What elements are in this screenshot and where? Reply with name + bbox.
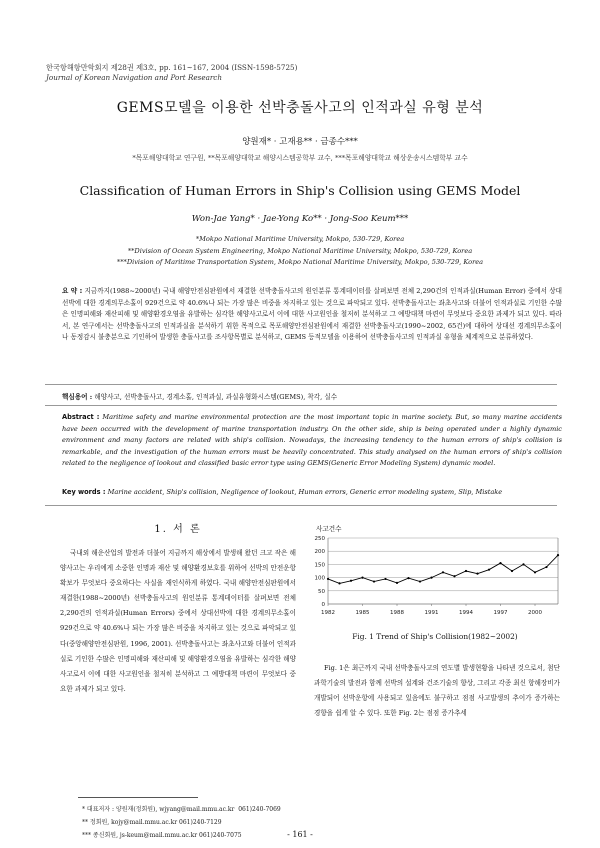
abstract-english-label: Abstract : xyxy=(62,413,100,421)
paragraph: 국내외 해운산업의 발전과 더불어 지금까지 해상에서 발생해 왔던 크고 작은 해양사고는 우리에게 소중한 인명과 재산 및 해양환경보호를 위하여 선박의 안전운항확보가 무엇보다 중요하다는 사실을 재인식하게 하였다. 국내 해양안전심판원에서 재결한(1988~2000년) 선박충돌사고의 원인분류 통계데이터를 살펴보면 전체 2,290건의 인적과실(Human Errors) 중에서 상대선박에 대한 경계의무소홀이 929건으로 약 40.6%나 되는 가장 많은 비중을 차지하고 있는 것으로 파악되고 있다(중앙해양안전심판원, 1996, 2001). 선박충돌사고는 좌초사고와 더불어 인적과실로 기인한 수많은 인명피해와 재산피해 및 해양환경오염을 유발하는 심각한 해양사고로서 이에 대한 사고원인을 철저히 분석하고 그 예방대책 마련이 무엇보다 중요한 과제가 되고 있다. xyxy=(60,549,296,693)
data-point xyxy=(465,570,467,572)
data-point xyxy=(545,566,547,568)
affiliation-korean: *목포해양대학교 연구원, **목포해양대학교 해양시스템공학부 교수, ***목포해양대학교 해상운송시스템학부 교수 xyxy=(132,154,468,162)
x-tick-label: 1997 xyxy=(493,610,508,616)
keywords-english xyxy=(62,488,562,496)
keywords-korean-text: 해양사고, 선박충돌사고, 경계소홀, 인적과실, 과실유형화시스템(GEMS), 착각, 실수 xyxy=(94,393,338,401)
page-number: - 161 - xyxy=(287,830,313,839)
data-point xyxy=(534,571,536,573)
y-tick-label: 100 xyxy=(314,575,325,582)
paragraph: Fig. 1은 최근까지 국내 선박충돌사고의 연도별 발생현황을 나타낸 것으로서, 첨단과학기술의 발전과 함께 선박의 설계와 건조기술의 향상, 그리고 각종 최신 항해장비가 개발되어 선박운항에 사용되고 있음에도 불구하고 점점 사고발생의 추이가 증가하는 경향을 쉽게 알 수 있다. 또한 Fig. 2는 점점 증가추세 xyxy=(314,664,560,718)
data-point xyxy=(384,578,386,580)
data-point xyxy=(407,577,409,579)
y-tick-label: 200 xyxy=(314,549,325,556)
chart-y-axis-label: 사고건수 xyxy=(316,525,342,533)
data-point xyxy=(338,582,340,584)
collision-trend-chart xyxy=(306,532,568,628)
divider xyxy=(45,384,557,385)
chart-series xyxy=(327,554,559,584)
footnote-1: * 대표저자 : 양원재(정회원), wjyang@mail.mmu.ac.kr 061)240-7069 xyxy=(82,806,281,813)
data-point xyxy=(488,569,490,571)
data-point xyxy=(430,577,432,579)
section-title-introduction: 1. 서 론 xyxy=(154,524,202,535)
authors-english: Won-Jae Yang* · Jae-Yong Ko** · Jong-Soo Keum*** xyxy=(191,214,409,224)
x-tick-label: 1994 xyxy=(459,610,473,616)
journal-header xyxy=(46,63,297,83)
divider xyxy=(45,405,557,406)
affiliation-english-2: **Division of Ocean System Engineering, Mokpo National Maritime University, Mokpo, 530-729, Korea xyxy=(127,246,473,255)
data-point xyxy=(327,578,329,580)
series-line xyxy=(328,555,558,583)
data-point xyxy=(499,562,501,564)
data-point xyxy=(442,571,444,573)
chart-grid xyxy=(328,538,558,604)
y-tick-label: 150 xyxy=(314,562,325,569)
right-column-text xyxy=(314,661,560,721)
keywords-korean xyxy=(62,391,562,401)
keywords-korean-label: 핵심용어 : xyxy=(62,393,93,401)
x-tick-label: 1991 xyxy=(424,610,439,616)
data-point xyxy=(396,582,398,584)
data-point xyxy=(522,563,524,565)
paper-title-korean: GEMS모델을 이용한 선박충돌사고의 인적과실 유형 분석 xyxy=(116,100,484,116)
affiliations-english xyxy=(0,234,600,269)
y-tick-label: 0 xyxy=(321,602,325,608)
footnote-2: ** 정회원, kojy@mail.mmu.ac.kr 061)240-7129 xyxy=(82,819,222,826)
x-tick-label: 1982 xyxy=(321,610,335,616)
x-tick-label: 2000 xyxy=(528,610,542,616)
x-tick-label: 1988 xyxy=(390,610,404,616)
data-point xyxy=(557,554,559,556)
data-point xyxy=(361,577,363,579)
data-point xyxy=(453,575,455,577)
data-point xyxy=(350,580,352,582)
y-tick-label: 250 xyxy=(314,536,325,542)
data-point xyxy=(476,573,478,575)
y-tick-label: 50 xyxy=(318,588,325,595)
abstract-english-text: Maritime safety and marine environmental protection are the most important topic in marine society. But, so many marine accidents have been occurred with the development of marine transportation industry. On the other side, ship is being operated under a highly dynamic environment and many factors are related with ship's collision. Nowadays, the increasing tendency to the human errors of ship's collision is remarkable, and the investigation of the human errors must be heavily concentrated. This study analysed on the human errors of ship's collision related to the negligence of lookout and classified basic error type using GEMS(Generic Error Modeling System) dynamic model. xyxy=(62,413,562,467)
divider xyxy=(45,505,557,506)
chart-x-ticks xyxy=(321,604,542,616)
data-point xyxy=(511,570,513,572)
abstract-korean-label: 요 약 : xyxy=(62,287,83,295)
affiliation-english-1: *Mokpo National Maritime University, Mokpo, 530-729, Korea xyxy=(195,235,405,243)
paper-title-english: Classification of Human Errors in Ship's Collision using GEMS Model xyxy=(79,183,521,198)
affiliation-english-3: ***Division of Maritime Transportation System, Mokpo National Maritime University, Mokpo, 530-729, Korea xyxy=(116,258,484,266)
abstract-english xyxy=(62,412,562,470)
footnote-3: *** 종신회원, js-keum@mail.mmu.ac.kr 061)240-7075 xyxy=(82,832,242,839)
chart-y-ticks xyxy=(315,536,326,608)
journal-header-line2: Journal of Korean Navigation and Port Research xyxy=(46,73,222,82)
abstract-korean-text: 지금까지(1988~2000년) 국내 해양안전심판원에서 재결한 선박충돌사고의 원인분류 통계데이터를 살펴보면 전체 2,290건의 인적과실(Human Error) 중에서 상대선박에 대한 경계의무소홀이 929건으로 약 40.6%나 되는 가장 많은 비중을 차지하고 있는 것으로 파악되고 있다. 선박충돌사고는 좌초사고와 더불어 인적과실로 기인한 수많은 인명피해와 재산피해 및 해양환경오염을 유발하는 심각한 해양사고로서 이에 대한 사고원인을 철저히 분석하고 그 예방대책 마련이 무엇보다 중요한 과제가 되고 있다. 따라서, 본 연구에서는 선박충돌사고의 인적과실을 분석하기 위한 목적으로 목포해양안전심판원에서 재결한 선박충돌사고(1990~2002, 65건)에 대하여 상대선 경계의무소홀이나 동정감시 불충분으로 기인하여 발생한 충돌사고를 조사항목별로 분석하고, GEMS 등적모델을 이용하여 선박충돌사고의 인적과실 유형을 체계적으로 분류하였다. xyxy=(62,287,562,341)
abstract-korean xyxy=(62,286,562,344)
data-point xyxy=(419,580,421,582)
keywords-english-text: Marine accident, Ship's collision, Negligence of lookout, Human errors, Generic error modeling system, Slip, Mistake xyxy=(107,488,503,496)
footnote-divider xyxy=(78,797,198,798)
journal-header-line1: 한국항해항만학회지 제28권 제3호, pp. 161~167, 2004 (ISSN-1598-5725) xyxy=(46,63,298,72)
authors-korean: 양원재* · 고재용** · 금종수*** xyxy=(242,137,358,147)
data-point xyxy=(373,580,375,582)
left-column-text xyxy=(60,546,296,697)
figure-caption: Fig. 1 Trend of Ship's Collision(1982~2002) xyxy=(352,632,518,641)
x-tick-label: 1985 xyxy=(355,610,370,616)
keywords-english-label: Key words : xyxy=(62,488,106,496)
